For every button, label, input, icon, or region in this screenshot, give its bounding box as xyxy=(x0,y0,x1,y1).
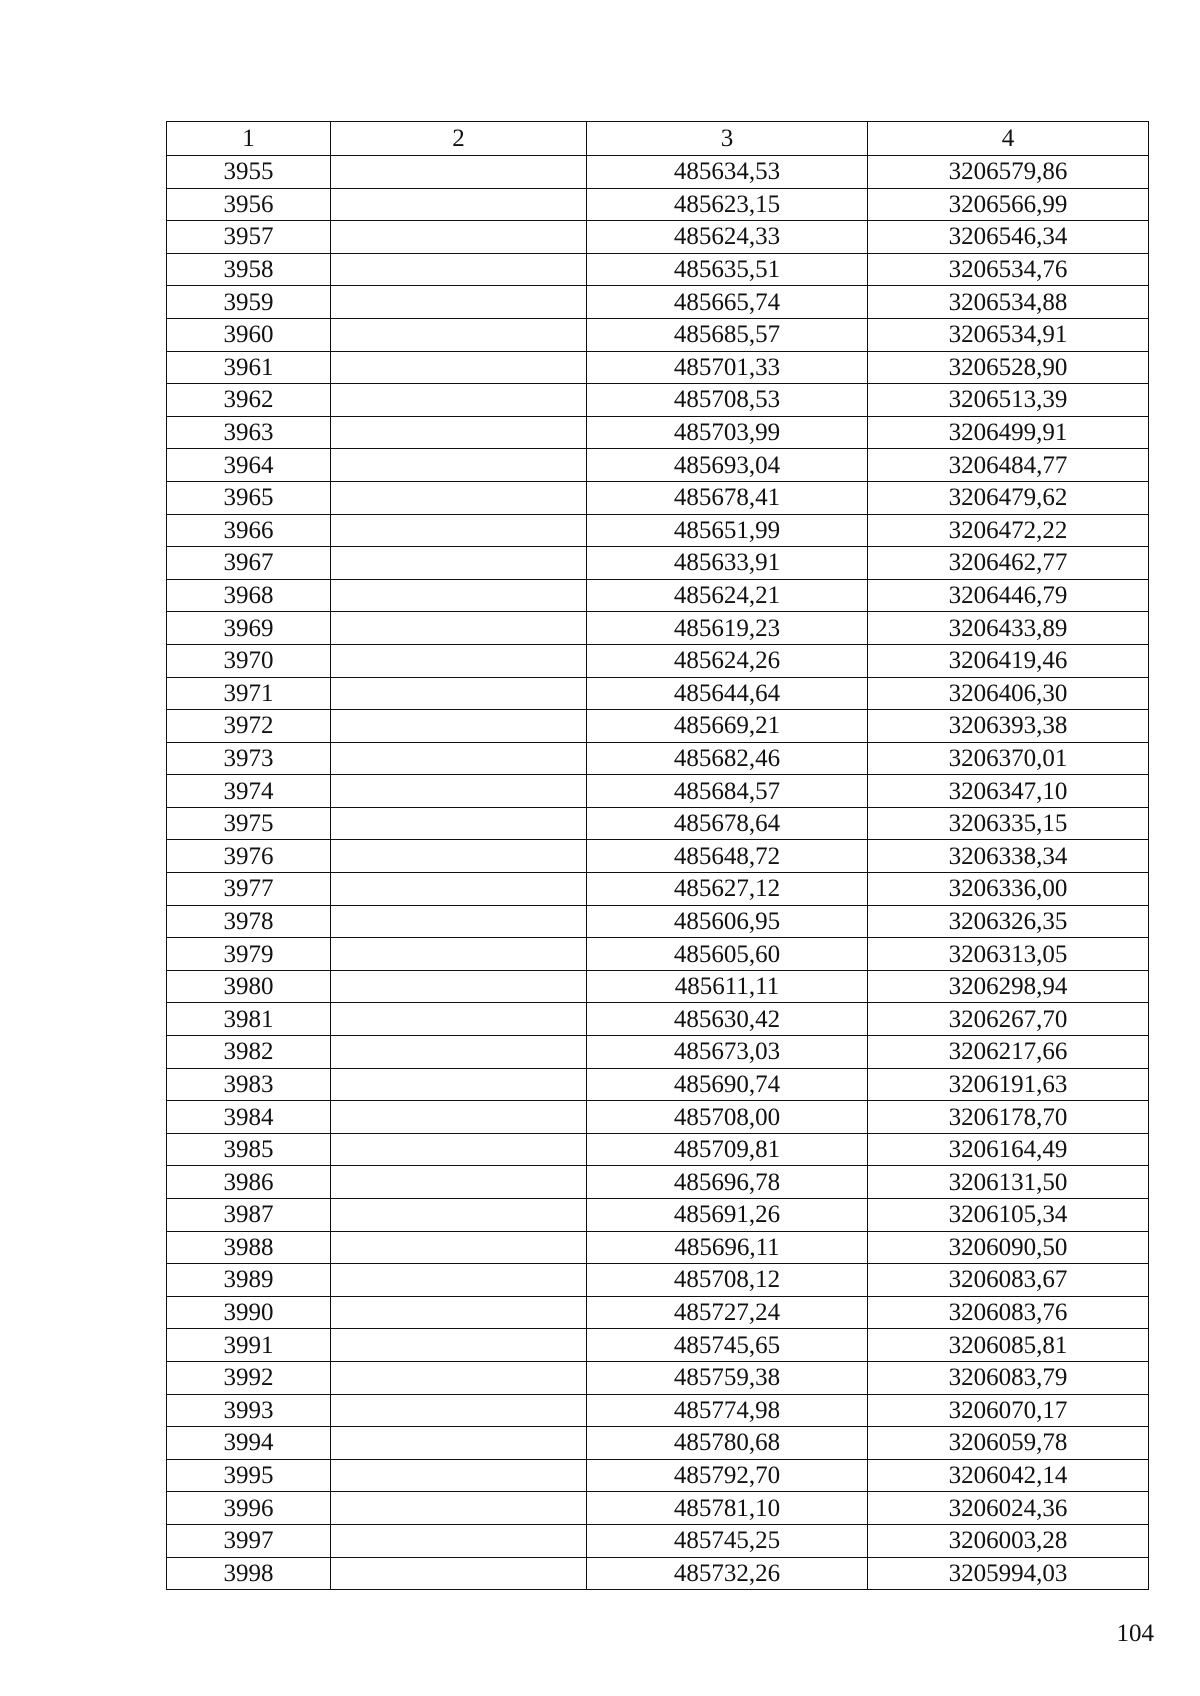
y-coordinate-cell: 3206070,17 xyxy=(868,1394,1149,1427)
table-row xyxy=(167,742,1149,775)
y-coordinate-cell: 3206336,00 xyxy=(868,873,1149,906)
table-row xyxy=(167,1068,1149,1101)
point-number-cell: 3984 xyxy=(167,1101,331,1134)
point-number-cell: 3966 xyxy=(167,514,331,547)
x-coordinate-cell: 485635,51 xyxy=(587,253,868,286)
table-row xyxy=(167,1231,1149,1264)
point-number-cell: 3974 xyxy=(167,775,331,808)
point-number-cell: 3993 xyxy=(167,1394,331,1427)
y-coordinate-cell: 3206267,70 xyxy=(868,1003,1149,1036)
y-coordinate-cell: 3206534,88 xyxy=(868,286,1149,319)
point-number-cell: 3959 xyxy=(167,286,331,319)
x-coordinate-cell: 485703,99 xyxy=(587,416,868,449)
table-row xyxy=(167,612,1149,645)
table-row xyxy=(167,547,1149,580)
y-coordinate-cell: 3206499,91 xyxy=(868,416,1149,449)
x-coordinate-cell: 485727,24 xyxy=(587,1296,868,1329)
header-row xyxy=(167,122,1149,156)
y-coordinate-cell: 3206298,94 xyxy=(868,970,1149,1003)
point-number-cell: 3957 xyxy=(167,221,331,254)
table-row xyxy=(167,579,1149,612)
col-2-cell xyxy=(331,644,587,677)
table-row xyxy=(167,807,1149,840)
header-col-1: 1 xyxy=(167,122,331,156)
y-coordinate-cell: 3206446,79 xyxy=(868,579,1149,612)
y-coordinate-cell: 3206370,01 xyxy=(868,742,1149,775)
col-2-cell xyxy=(331,970,587,1003)
point-number-cell: 3956 xyxy=(167,188,331,221)
col-2-cell xyxy=(331,514,587,547)
col-2-cell xyxy=(331,840,587,873)
x-coordinate-cell: 485709,81 xyxy=(587,1133,868,1166)
col-2-cell xyxy=(331,1394,587,1427)
x-coordinate-cell: 485745,25 xyxy=(587,1524,868,1557)
x-coordinate-cell: 485745,65 xyxy=(587,1329,868,1362)
col-2-cell xyxy=(331,1036,587,1069)
col-2-cell xyxy=(331,1199,587,1232)
point-number-cell: 3988 xyxy=(167,1231,331,1264)
y-coordinate-cell: 3206059,78 xyxy=(868,1427,1149,1460)
y-coordinate-cell: 3206083,76 xyxy=(868,1296,1149,1329)
x-coordinate-cell: 485630,42 xyxy=(587,1003,868,1036)
table-row xyxy=(167,1361,1149,1394)
y-coordinate-cell: 3206085,81 xyxy=(868,1329,1149,1362)
table-row xyxy=(167,938,1149,971)
x-coordinate-cell: 485651,99 xyxy=(587,514,868,547)
x-coordinate-cell: 485708,53 xyxy=(587,384,868,417)
y-coordinate-cell: 3206164,49 xyxy=(868,1133,1149,1166)
point-number-cell: 3976 xyxy=(167,840,331,873)
table-row xyxy=(167,1199,1149,1232)
table-row xyxy=(167,1459,1149,1492)
y-coordinate-cell: 3206217,66 xyxy=(868,1036,1149,1069)
col-2-cell xyxy=(331,449,587,482)
point-number-cell: 3990 xyxy=(167,1296,331,1329)
col-2-cell xyxy=(331,742,587,775)
header-col-2: 2 xyxy=(331,122,587,156)
x-coordinate-cell: 485624,33 xyxy=(587,221,868,254)
y-coordinate-cell: 3206083,79 xyxy=(868,1361,1149,1394)
point-number-cell: 3986 xyxy=(167,1166,331,1199)
point-number-cell: 3970 xyxy=(167,644,331,677)
table-row xyxy=(167,286,1149,319)
x-coordinate-cell: 485606,95 xyxy=(587,905,868,938)
y-coordinate-cell: 3206042,14 xyxy=(868,1459,1149,1492)
point-number-cell: 3962 xyxy=(167,384,331,417)
col-2-cell xyxy=(331,188,587,221)
x-coordinate-cell: 485774,98 xyxy=(587,1394,868,1427)
y-coordinate-cell: 3206105,34 xyxy=(868,1199,1149,1232)
coordinates-table xyxy=(166,121,1149,1590)
point-number-cell: 3967 xyxy=(167,547,331,580)
col-2-cell xyxy=(331,547,587,580)
point-number-cell: 3992 xyxy=(167,1361,331,1394)
y-coordinate-cell: 3206462,77 xyxy=(868,547,1149,580)
col-2-cell xyxy=(331,1524,587,1557)
col-2-cell xyxy=(331,1068,587,1101)
table-row xyxy=(167,449,1149,482)
table-row xyxy=(167,840,1149,873)
point-number-cell: 3994 xyxy=(167,1427,331,1460)
col-2-cell xyxy=(331,1133,587,1166)
x-coordinate-cell: 485678,64 xyxy=(587,807,868,840)
x-coordinate-cell: 485691,26 xyxy=(587,1199,868,1232)
x-coordinate-cell: 485611,11 xyxy=(587,970,868,1003)
point-number-cell: 3960 xyxy=(167,318,331,351)
table-row xyxy=(167,1427,1149,1460)
y-coordinate-cell: 3206178,70 xyxy=(868,1101,1149,1134)
x-coordinate-cell: 485623,15 xyxy=(587,188,868,221)
col-2-cell xyxy=(331,938,587,971)
col-2-cell xyxy=(331,221,587,254)
x-coordinate-cell: 485678,41 xyxy=(587,481,868,514)
col-2-cell xyxy=(331,1361,587,1394)
y-coordinate-cell: 3206579,86 xyxy=(868,156,1149,189)
y-coordinate-cell: 3206335,15 xyxy=(868,807,1149,840)
table-row xyxy=(167,677,1149,710)
point-number-cell: 3983 xyxy=(167,1068,331,1101)
point-number-cell: 3985 xyxy=(167,1133,331,1166)
col-2-cell xyxy=(331,416,587,449)
y-coordinate-cell: 3206472,22 xyxy=(868,514,1149,547)
y-coordinate-cell: 3206191,63 xyxy=(868,1068,1149,1101)
y-coordinate-cell: 3206513,39 xyxy=(868,384,1149,417)
x-coordinate-cell: 485673,03 xyxy=(587,1036,868,1069)
x-coordinate-cell: 485708,00 xyxy=(587,1101,868,1134)
point-number-cell: 3977 xyxy=(167,873,331,906)
col-2-cell xyxy=(331,253,587,286)
y-coordinate-cell: 3206338,34 xyxy=(868,840,1149,873)
col-2-cell xyxy=(331,579,587,612)
table-row xyxy=(167,416,1149,449)
point-number-cell: 3969 xyxy=(167,612,331,645)
point-number-cell: 3996 xyxy=(167,1492,331,1525)
y-coordinate-cell: 3206083,67 xyxy=(868,1264,1149,1297)
col-2-cell xyxy=(331,1264,587,1297)
point-number-cell: 3955 xyxy=(167,156,331,189)
col-2-cell xyxy=(331,1231,587,1264)
x-coordinate-cell: 485634,53 xyxy=(587,156,868,189)
x-coordinate-cell: 485685,57 xyxy=(587,318,868,351)
x-coordinate-cell: 485781,10 xyxy=(587,1492,868,1525)
point-number-cell: 3979 xyxy=(167,938,331,971)
table-row xyxy=(167,905,1149,938)
point-number-cell: 3982 xyxy=(167,1036,331,1069)
point-number-cell: 3971 xyxy=(167,677,331,710)
point-number-cell: 3958 xyxy=(167,253,331,286)
col-2-cell xyxy=(331,677,587,710)
y-coordinate-cell: 3206528,90 xyxy=(868,351,1149,384)
table-row xyxy=(167,710,1149,743)
y-coordinate-cell: 3206566,99 xyxy=(868,188,1149,221)
table-row xyxy=(167,1394,1149,1427)
table-row xyxy=(167,775,1149,808)
table-row xyxy=(167,1329,1149,1362)
col-2-cell xyxy=(331,1101,587,1134)
y-coordinate-cell: 3206131,50 xyxy=(868,1166,1149,1199)
x-coordinate-cell: 485682,46 xyxy=(587,742,868,775)
col-2-cell xyxy=(331,710,587,743)
col-2-cell xyxy=(331,807,587,840)
col-2-cell xyxy=(331,612,587,645)
y-coordinate-cell: 3206393,38 xyxy=(868,710,1149,743)
point-number-cell: 3964 xyxy=(167,449,331,482)
point-number-cell: 3998 xyxy=(167,1557,331,1590)
point-number-cell: 3968 xyxy=(167,579,331,612)
col-2-cell xyxy=(331,1427,587,1460)
table-row xyxy=(167,1166,1149,1199)
header-col-4: 4 xyxy=(868,122,1149,156)
table-row xyxy=(167,1492,1149,1525)
table-row xyxy=(167,221,1149,254)
y-coordinate-cell: 3206326,35 xyxy=(868,905,1149,938)
table-row xyxy=(167,1264,1149,1297)
page-number: 104 xyxy=(1116,1620,1154,1647)
table-row xyxy=(167,351,1149,384)
y-coordinate-cell: 3206024,36 xyxy=(868,1492,1149,1525)
col-2-cell xyxy=(331,1459,587,1492)
y-coordinate-cell: 3206313,05 xyxy=(868,938,1149,971)
table-row xyxy=(167,514,1149,547)
table-row xyxy=(167,253,1149,286)
point-number-cell: 3961 xyxy=(167,351,331,384)
y-coordinate-cell: 3206534,91 xyxy=(868,318,1149,351)
table-body xyxy=(167,156,1149,1590)
table-row xyxy=(167,1101,1149,1134)
col-2-cell xyxy=(331,481,587,514)
x-coordinate-cell: 485701,33 xyxy=(587,351,868,384)
point-number-cell: 3980 xyxy=(167,970,331,1003)
col-2-cell xyxy=(331,1557,587,1590)
table-row xyxy=(167,1003,1149,1036)
y-coordinate-cell: 3206484,77 xyxy=(868,449,1149,482)
x-coordinate-cell: 485696,11 xyxy=(587,1231,868,1264)
col-2-cell xyxy=(331,351,587,384)
table-row xyxy=(167,384,1149,417)
y-coordinate-cell: 3206479,62 xyxy=(868,481,1149,514)
x-coordinate-cell: 485693,04 xyxy=(587,449,868,482)
col-2-cell xyxy=(331,286,587,319)
table-row xyxy=(167,1133,1149,1166)
y-coordinate-cell: 3206546,34 xyxy=(868,221,1149,254)
point-number-cell: 3963 xyxy=(167,416,331,449)
col-2-cell xyxy=(331,384,587,417)
x-coordinate-cell: 485605,60 xyxy=(587,938,868,971)
y-coordinate-cell: 3206003,28 xyxy=(868,1524,1149,1557)
point-number-cell: 3987 xyxy=(167,1199,331,1232)
point-number-cell: 3973 xyxy=(167,742,331,775)
point-number-cell: 3978 xyxy=(167,905,331,938)
x-coordinate-cell: 485690,74 xyxy=(587,1068,868,1101)
x-coordinate-cell: 485708,12 xyxy=(587,1264,868,1297)
point-number-cell: 3981 xyxy=(167,1003,331,1036)
x-coordinate-cell: 485648,72 xyxy=(587,840,868,873)
x-coordinate-cell: 485759,38 xyxy=(587,1361,868,1394)
header-col-3: 3 xyxy=(587,122,868,156)
col-2-cell xyxy=(331,873,587,906)
x-coordinate-cell: 485624,26 xyxy=(587,644,868,677)
point-number-cell: 3997 xyxy=(167,1524,331,1557)
col-2-cell xyxy=(331,156,587,189)
y-coordinate-cell: 3206534,76 xyxy=(868,253,1149,286)
col-2-cell xyxy=(331,1329,587,1362)
y-coordinate-cell: 3206347,10 xyxy=(868,775,1149,808)
table-header xyxy=(167,122,1149,156)
point-number-cell: 3975 xyxy=(167,807,331,840)
point-number-cell: 3965 xyxy=(167,481,331,514)
y-coordinate-cell: 3206433,89 xyxy=(868,612,1149,645)
point-number-cell: 3989 xyxy=(167,1264,331,1297)
x-coordinate-cell: 485780,68 xyxy=(587,1427,868,1460)
table-row xyxy=(167,1524,1149,1557)
x-coordinate-cell: 485619,23 xyxy=(587,612,868,645)
x-coordinate-cell: 485669,21 xyxy=(587,710,868,743)
x-coordinate-cell: 485627,12 xyxy=(587,873,868,906)
table-row xyxy=(167,873,1149,906)
y-coordinate-cell: 3205994,03 xyxy=(868,1557,1149,1590)
table-row xyxy=(167,318,1149,351)
col-2-cell xyxy=(331,318,587,351)
y-coordinate-cell: 3206406,30 xyxy=(868,677,1149,710)
table-row xyxy=(167,481,1149,514)
x-coordinate-cell: 485644,64 xyxy=(587,677,868,710)
table-row xyxy=(167,644,1149,677)
col-2-cell xyxy=(331,1003,587,1036)
col-2-cell xyxy=(331,1492,587,1525)
y-coordinate-cell: 3206090,50 xyxy=(868,1231,1149,1264)
point-number-cell: 3972 xyxy=(167,710,331,743)
col-2-cell xyxy=(331,775,587,808)
col-2-cell xyxy=(331,1166,587,1199)
table-row xyxy=(167,188,1149,221)
table-row xyxy=(167,1036,1149,1069)
table-row xyxy=(167,1557,1149,1590)
x-coordinate-cell: 485696,78 xyxy=(587,1166,868,1199)
table-row xyxy=(167,156,1149,189)
x-coordinate-cell: 485792,70 xyxy=(587,1459,868,1492)
x-coordinate-cell: 485684,57 xyxy=(587,775,868,808)
x-coordinate-cell: 485732,26 xyxy=(587,1557,868,1590)
table-row xyxy=(167,1296,1149,1329)
col-2-cell xyxy=(331,905,587,938)
col-2-cell xyxy=(331,1296,587,1329)
table-row xyxy=(167,970,1149,1003)
point-number-cell: 3995 xyxy=(167,1459,331,1492)
point-number-cell: 3991 xyxy=(167,1329,331,1362)
y-coordinate-cell: 3206419,46 xyxy=(868,644,1149,677)
x-coordinate-cell: 485624,21 xyxy=(587,579,868,612)
x-coordinate-cell: 485633,91 xyxy=(587,547,868,580)
x-coordinate-cell: 485665,74 xyxy=(587,286,868,319)
